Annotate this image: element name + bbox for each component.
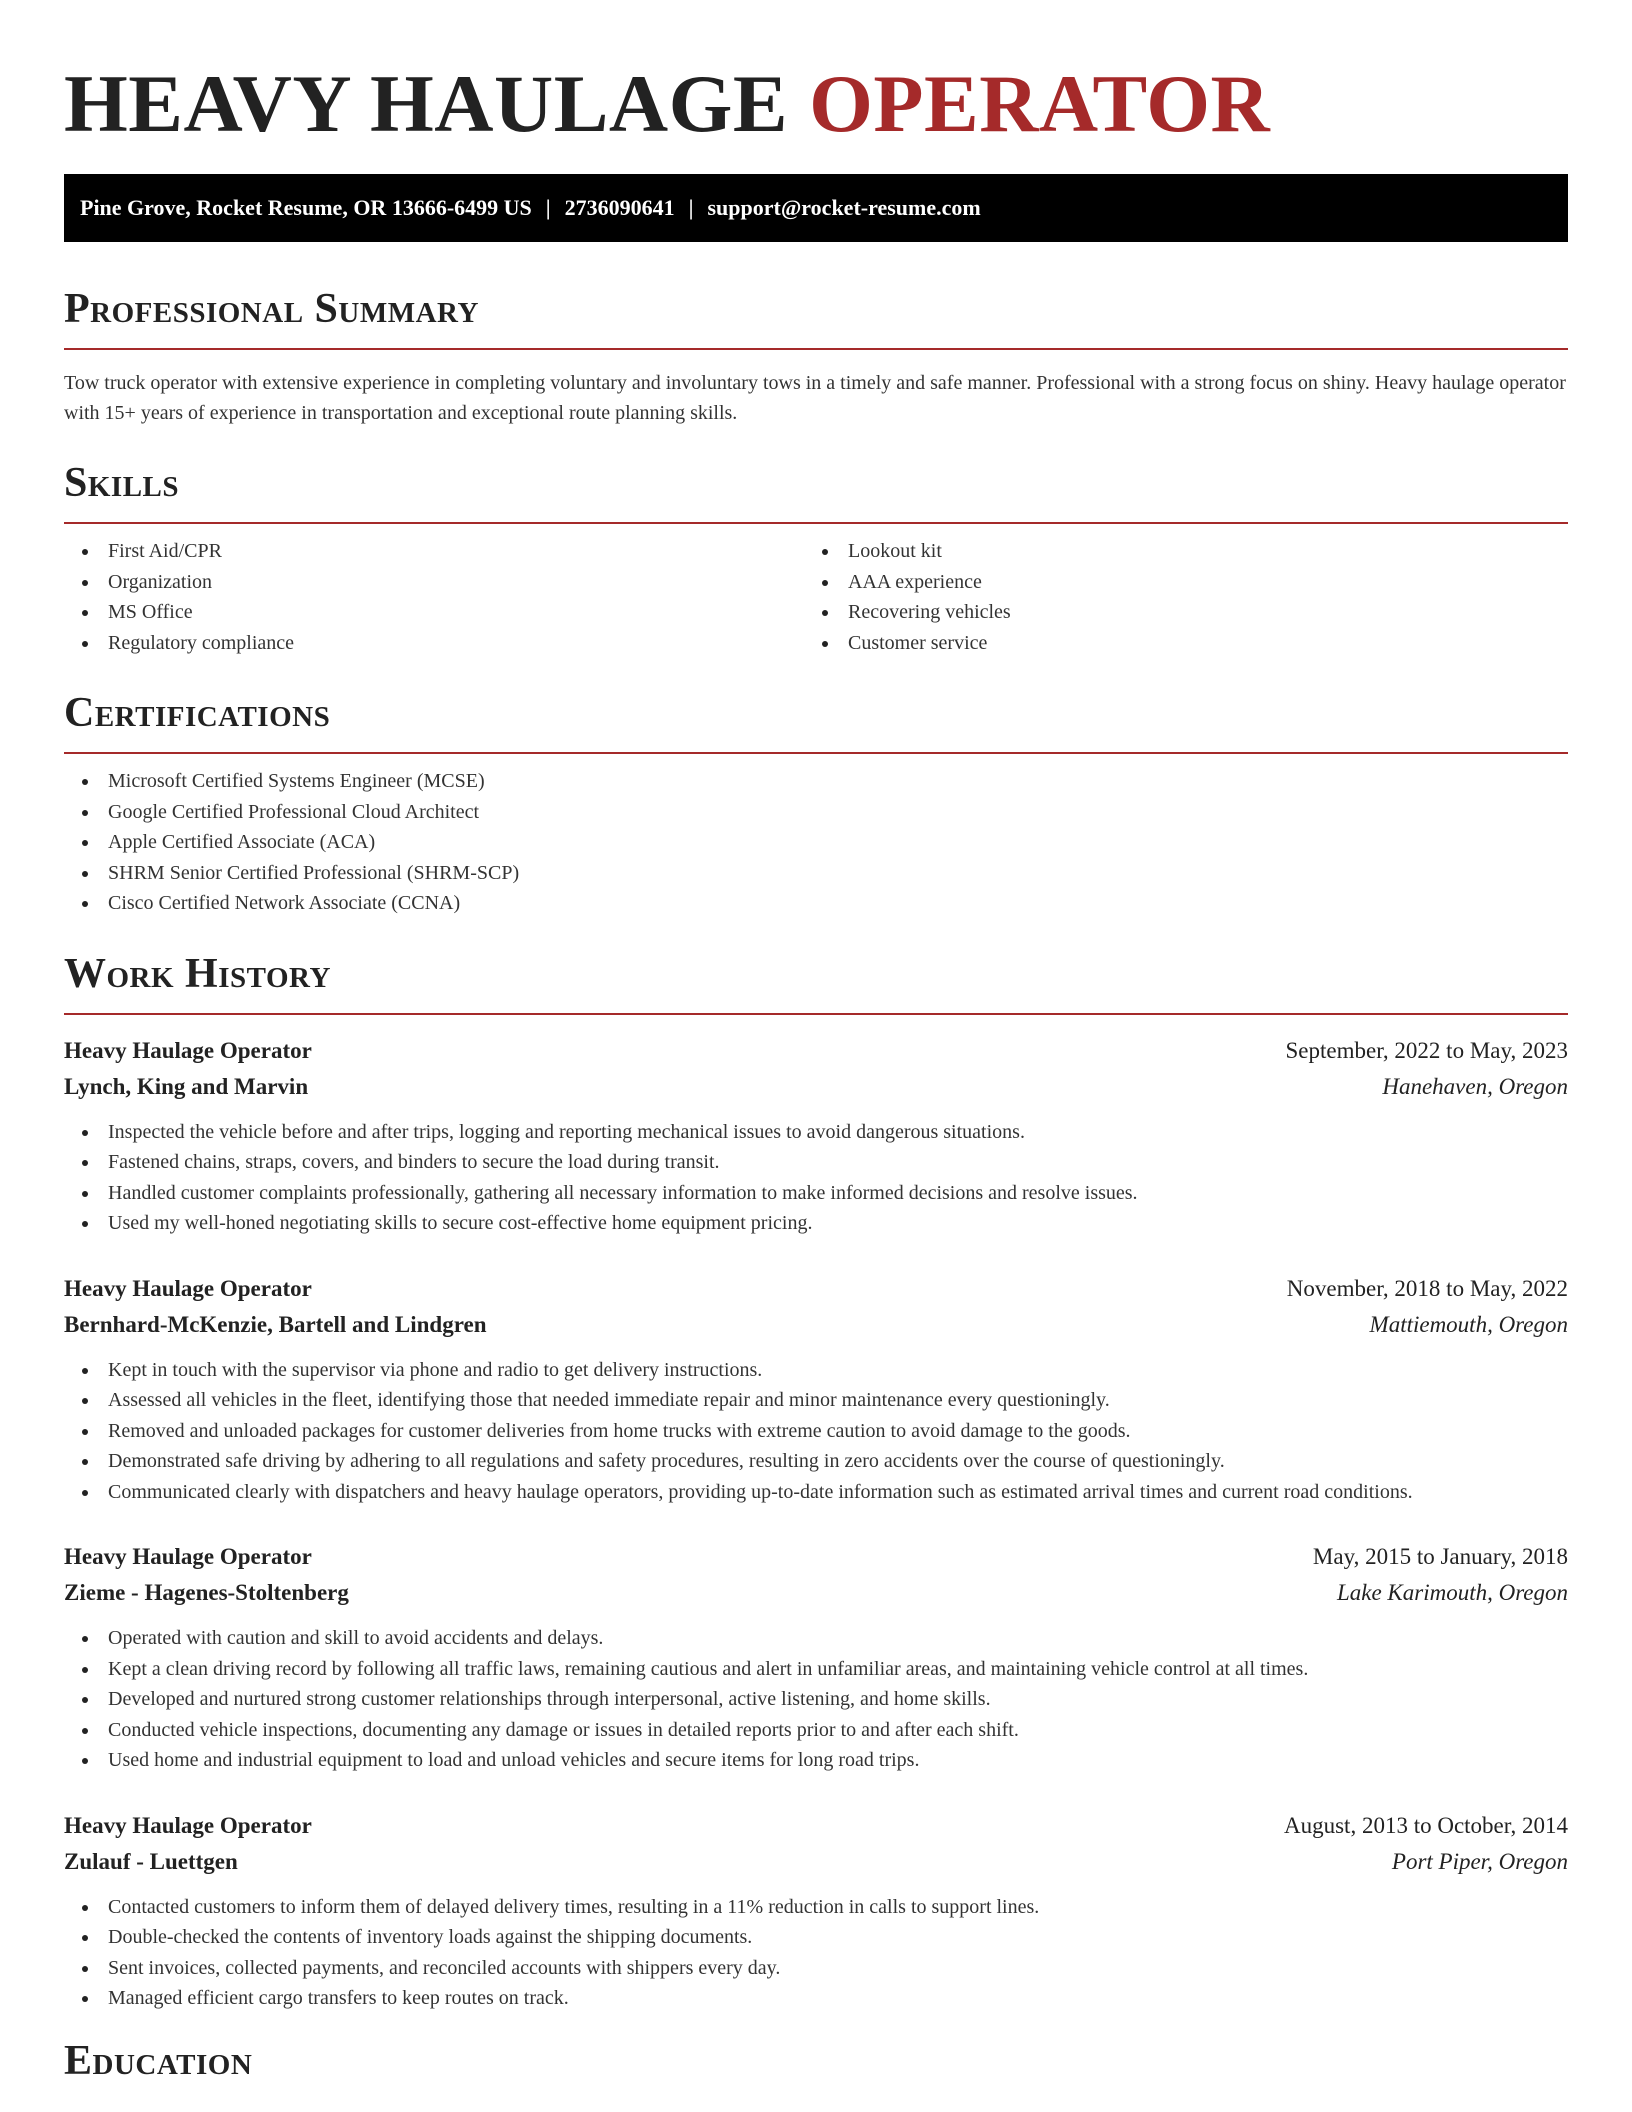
job-dates: November, 2018 to May, 2022 — [1286, 1275, 1568, 1301]
job-duty-item: Developed and nurtured strong customer relationships through interpersonal, active listening, and home skills. — [64, 1684, 1568, 1715]
contact-separator: | — [688, 195, 694, 220]
resume-name — [64, 0, 1568, 150]
skill-item: Customer service — [804, 628, 1544, 659]
contact-email[interactable]: support@rocket-resume.com — [707, 195, 981, 220]
education-section — [64, 2036, 1568, 2086]
job-duty-item: Double-checked the contents of inventory loads against the shipping documents. — [64, 1922, 1568, 1953]
job-location: Lake Karimouth, Oregon — [1336, 1580, 1568, 1605]
skill-item: Lookout kit — [804, 536, 1544, 567]
job-duty-item: Assessed all vehicles in the fleet, identifying those that needed immediate repair and minor maintenance every questioningly. — [64, 1385, 1568, 1416]
contact-bar — [64, 174, 1568, 242]
skill-item: Regulatory compliance — [64, 628, 804, 659]
job-duty-item: Managed efficient cargo transfers to keep routes on track. — [64, 1983, 1568, 2014]
job-title: Heavy Haulage Operator — [64, 1544, 312, 1569]
job-location: Port Piper, Oregon — [1391, 1848, 1568, 1874]
job-duty-item: Inspected the vehicle before and after trips, logging and reporting mechanical issues to avoid dangerous situations. — [64, 1117, 1568, 1148]
job-company: Zieme - Hagenes-Stoltenberg — [64, 1580, 349, 1605]
skill-item: Organization — [64, 567, 804, 598]
job-duty-item: Contacted customers to inform them of delayed delivery times, resulting in a 11% reduction in calls to support lines. — [64, 1892, 1568, 1923]
skills-list-left — [64, 536, 804, 658]
job-header-row — [64, 1033, 1568, 1069]
work-history-heading: Work History — [64, 950, 331, 997]
job-location: Mattiemouth, Oregon — [1369, 1311, 1568, 1337]
job-entry — [64, 1033, 1568, 1239]
job-duty-item: Kept a clean driving record by following all traffic laws, remaining cautious and alert in unfamiliar areas, and maintaining vehicle control at all times. — [64, 1654, 1568, 1685]
job-title: Heavy Haulage Operator — [64, 1275, 312, 1301]
work-history-section — [64, 949, 1568, 2014]
summary-section — [64, 284, 1568, 428]
education-heading: Education — [64, 2037, 253, 2084]
job-location: Hanehaven, Oregon — [1382, 1073, 1568, 1099]
job-duties-list — [64, 1117, 1568, 1239]
job-duty-item: Handled customer complaints professionally, gathering all necessary information to make informed decisions and resolve issues. — [64, 1178, 1568, 1209]
certification-item: Microsoft Certified Systems Engineer (MCSE) — [64, 766, 1568, 797]
job-duty-item: Operated with caution and skill to avoid accidents and delays. — [64, 1623, 1568, 1654]
certifications-heading: Certifications — [64, 690, 331, 736]
certification-item: Cisco Certified Network Associate (CCNA) — [64, 888, 1568, 919]
job-header-row — [64, 1271, 1568, 1307]
job-company: Bernhard-McKenzie, Bartell and Lindgren — [64, 1311, 487, 1337]
certification-item: Apple Certified Associate (ACA) — [64, 827, 1568, 858]
contact-address: Pine Grove, Rocket Resume, OR 13666-6499 US — [80, 195, 532, 220]
summary-heading: Professional Summary — [64, 286, 479, 332]
job-duty-item: Used my well-honed negotiating skills to secure cost-effective home equipment pricing. — [64, 1208, 1568, 1239]
job-duties-list — [64, 1892, 1568, 2014]
job-company-row — [64, 1307, 1568, 1343]
skills-list-right — [804, 536, 1544, 658]
certification-item: Google Certified Professional Cloud Architect — [64, 797, 1568, 828]
skill-item: First Aid/CPR — [64, 536, 804, 567]
skill-item: Recovering vehicles — [804, 597, 1544, 628]
skills-heading: Skills — [64, 460, 180, 506]
job-company: Zulauf - Luettgen — [64, 1848, 238, 1874]
job-duties-list — [64, 1623, 1568, 1776]
job-dates: August, 2013 to October, 2014 — [1284, 1812, 1568, 1838]
job-duty-item: Used home and industrial equipment to load and unload vehicles and secure items for long road trips. — [64, 1745, 1568, 1776]
job-duty-item: Communicated clearly with dispatchers and heavy haulage operators, providing up-to-date information such as estimated arrival times and current road conditions. — [64, 1477, 1568, 1508]
name-first: HEAVY HAULAGE — [64, 58, 789, 149]
skills-section — [64, 458, 1568, 658]
certifications-list — [64, 766, 1568, 919]
job-entry — [64, 1539, 1568, 1776]
job-dates: September, 2022 to May, 2023 — [1285, 1037, 1568, 1063]
skills-grid — [64, 524, 1568, 658]
job-duties-list — [64, 1355, 1568, 1508]
job-title: Heavy Haulage Operator — [64, 1812, 312, 1838]
contact-phone: 2736090641 — [564, 195, 675, 220]
job-duty-item: Conducted vehicle inspections, documenting any damage or issues in detailed reports prior to and after each shift. — [64, 1715, 1568, 1746]
job-company-row — [64, 1844, 1568, 1880]
job-company-row — [64, 1069, 1568, 1105]
job-entry — [64, 1271, 1568, 1508]
job-company: Lynch, King and Marvin — [64, 1073, 309, 1099]
job-entry — [64, 1808, 1568, 2014]
section-divider — [64, 752, 1568, 754]
job-header-row — [64, 1539, 1568, 1575]
section-divider — [64, 1013, 1568, 1015]
section-divider — [64, 348, 1568, 350]
summary-text: Tow truck operator with extensive experience in completing voluntary and involuntary tows in a timely and safe manner. Professional with a strong focus on shiny. Heavy haulage operator with 15+ years of experience in transportation and exceptional route planning skills. — [64, 372, 1566, 424]
contact-separator: | — [545, 195, 551, 220]
job-duty-item: Removed and unloaded packages for customer deliveries from home trucks with extreme caution to avoid damage to the goods. — [64, 1416, 1568, 1447]
name-accent: OPERATOR — [809, 58, 1271, 149]
job-duty-item: Demonstrated safe driving by adhering to all regulations and safety procedures, resulting in zero accidents over the course of questioningly. — [64, 1446, 1568, 1477]
skill-item: MS Office — [64, 597, 804, 628]
job-duty-item: Fastened chains, straps, covers, and binders to secure the load during transit. — [64, 1147, 1568, 1178]
job-duty-item: Kept in touch with the supervisor via phone and radio to get delivery instructions. — [64, 1355, 1568, 1386]
job-title: Heavy Haulage Operator — [64, 1037, 312, 1063]
certifications-section — [64, 688, 1568, 919]
job-duty-item: Sent invoices, collected payments, and reconciled accounts with shippers every day. — [64, 1953, 1568, 1984]
certification-item: SHRM Senior Certified Professional (SHRM-SCP) — [64, 858, 1568, 889]
resume-page — [64, 0, 1568, 2086]
job-dates: May, 2015 to January, 2018 — [1312, 1544, 1568, 1569]
job-company-row — [64, 1575, 1568, 1611]
skill-item: AAA experience — [804, 567, 1544, 598]
job-header-row — [64, 1808, 1568, 1844]
